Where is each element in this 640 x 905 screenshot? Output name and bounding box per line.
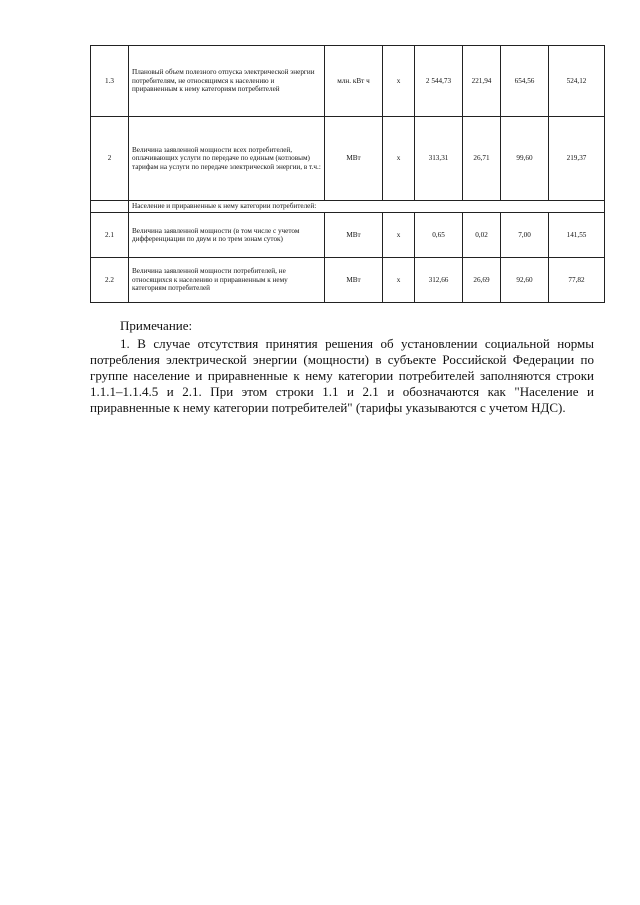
row-value-1: 0,65 [415, 213, 463, 258]
section-spacer-cell [91, 201, 129, 213]
section-row [91, 201, 605, 213]
row-value-4: 524,12 [549, 46, 605, 117]
table-row [91, 46, 605, 117]
row-value-2: 26,71 [463, 117, 501, 201]
row-value-4: 141,55 [549, 213, 605, 258]
row-description: Величина заявленной мощности потребителей, не относящихся к населению и приравненным к нему категориям потребителей [129, 258, 325, 303]
row-value-3: 654,56 [501, 46, 549, 117]
row-value-3: 7,00 [501, 213, 549, 258]
table-row [91, 258, 605, 303]
row-x-mark: х [383, 213, 415, 258]
row-value-2: 0,02 [463, 213, 501, 258]
row-description: Величина заявленной мощности всех потребителей, оплачивающих услуги по передаче по единым (котловым) тарифам на услуги по передаче электрической энергии, в т.ч.: [129, 117, 325, 201]
row-x-mark: х [383, 117, 415, 201]
row-value-2: 26,69 [463, 258, 501, 303]
row-x-mark: х [383, 258, 415, 303]
row-x-mark: х [383, 46, 415, 117]
row-unit: млн. кВт ч [325, 46, 383, 117]
row-value-1: 2 544,73 [415, 46, 463, 117]
note-heading: Примечание: [120, 318, 193, 333]
row-value-4: 77,82 [549, 258, 605, 303]
section-heading: Население и приравненные к нему категории потребителей: [129, 201, 605, 213]
note-paragraph: 1. В случае отсутствия принятия решения об установлении социальной нормы потребления электрической энергии (мощности) в субъекте Российской Федерации по группе население и приравненные к нему категории потребителей заполняются строки 1.1.1–1.1.4.5 и 2.1. При этом строки 1.1 и 2.1 и обозначаются как "Население и приравненные к нему категории потребителей" (тарифы указываются с учетом НДС). [90, 336, 594, 415]
row-unit: МВт [325, 117, 383, 201]
row-value-2: 221,94 [463, 46, 501, 117]
row-value-3: 92,60 [501, 258, 549, 303]
row-value-1: 312,66 [415, 258, 463, 303]
row-value-4: 219,37 [549, 117, 605, 201]
row-description: Плановый объем полезного отпуска электрической энергии потребителям, не относящимся к населению и приравненным к нему категориям потребителей [129, 46, 325, 117]
row-unit: МВт [325, 213, 383, 258]
row-description: Величина заявленной мощности (в том числе с учетом дифференциации по двум и по трем зонам суток) [129, 213, 325, 258]
tariff-table [90, 45, 605, 303]
row-number: 2.1 [91, 213, 129, 258]
row-unit: МВт [325, 258, 383, 303]
row-number: 1.3 [91, 46, 129, 117]
table-row [91, 213, 605, 258]
row-number: 2 [91, 117, 129, 201]
row-number: 2.2 [91, 258, 129, 303]
table-row [91, 117, 605, 201]
row-value-1: 313,31 [415, 117, 463, 201]
row-value-3: 99,60 [501, 117, 549, 201]
